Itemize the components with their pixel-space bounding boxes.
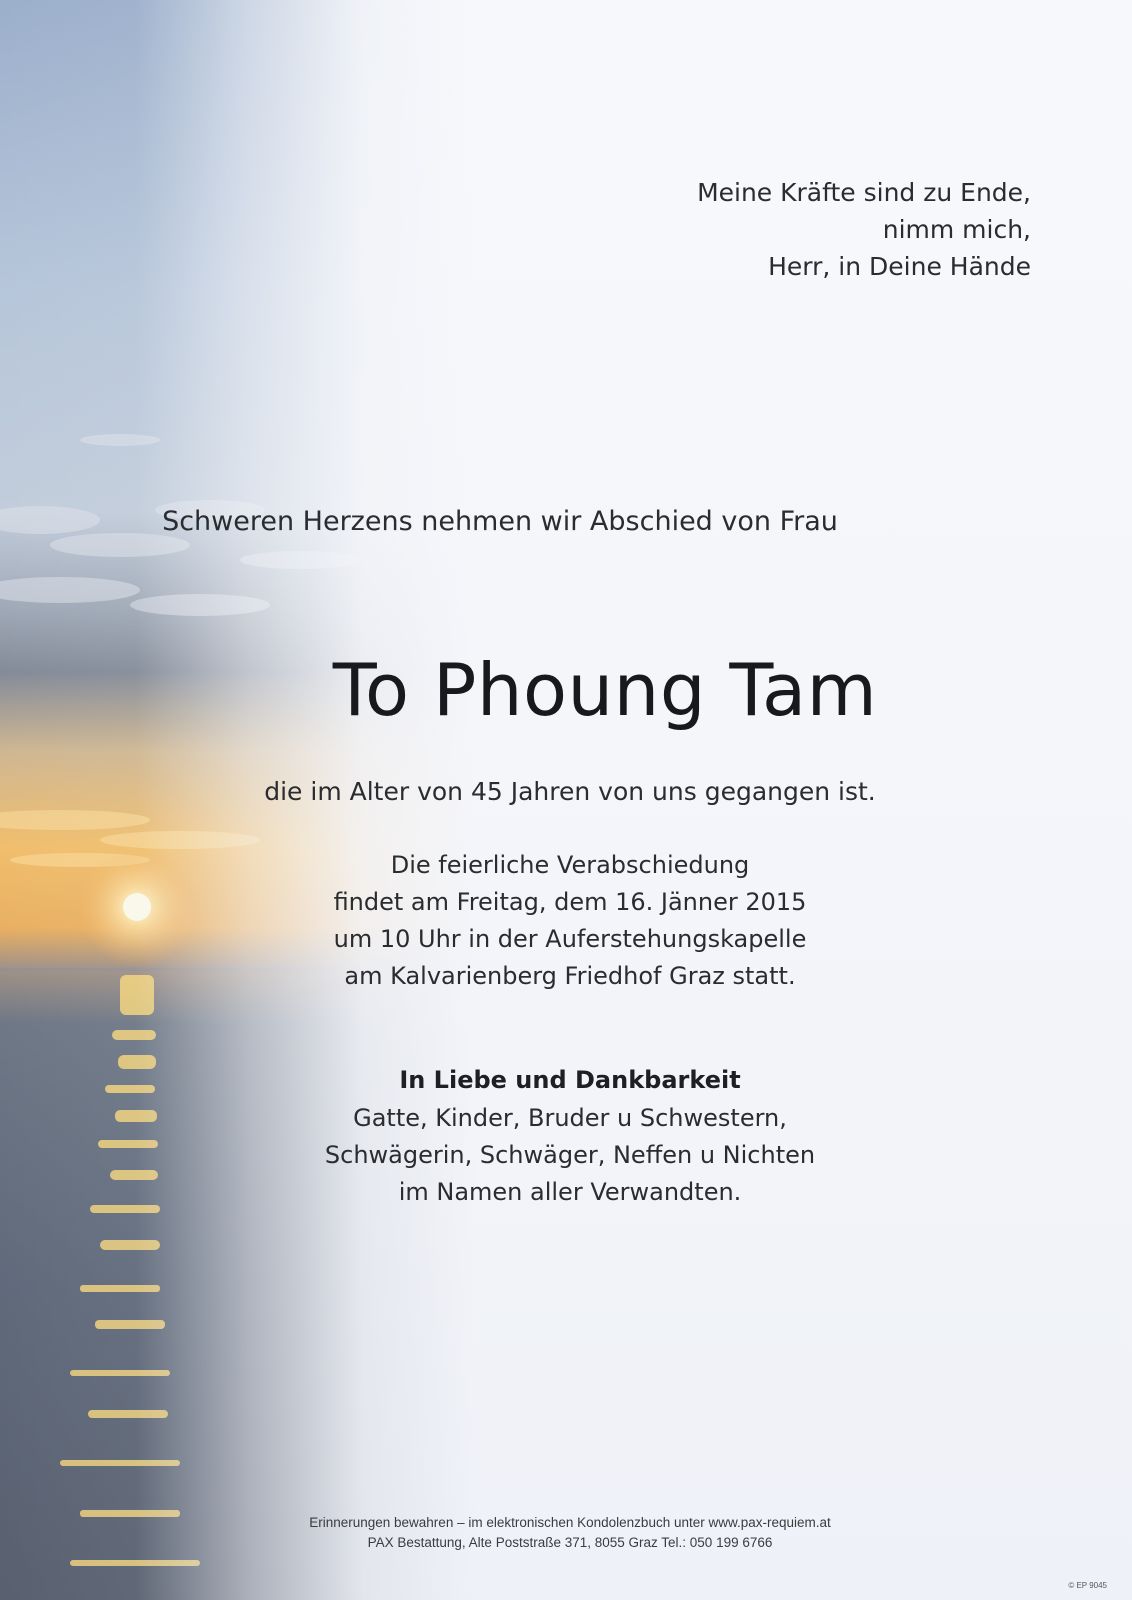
quote-line: Meine Kräfte sind zu Ende, (697, 178, 1031, 207)
ceremony-line: um 10 Uhr in der Auferstehungskapelle (333, 925, 807, 953)
farewell-intro: Schweren Herzens nehmen wir Abschied von Frau (162, 506, 838, 537)
family-line: im Namen aller Verwandten. (398, 1178, 742, 1206)
quote-line: nimm mich, (882, 215, 1031, 244)
bible-quote (697, 174, 1031, 285)
family-list (200, 1100, 940, 1211)
ceremony-line: Die feierliche Verabschiedung (390, 851, 750, 879)
family-line: Schwägerin, Schwäger, Neffen u Nichten (324, 1141, 816, 1169)
footer (200, 1513, 940, 1553)
template-code: © EP 9045 (1068, 1581, 1107, 1590)
footer-condolence-line: Erinnerungen bewahren – im elektronischen Kondolenzbuch unter www.pax-requiem.at (309, 1515, 831, 1530)
family-heading: In Liebe und Dankbarkeit (399, 1066, 741, 1094)
ceremony-line: findet am Freitag, dem 16. Jänner 2015 (333, 888, 807, 916)
family-line: Gatte, Kinder, Bruder u Schwestern, (353, 1104, 787, 1132)
age-line: die im Alter von 45 Jahren von uns gegangen ist. (264, 777, 876, 806)
quote-line: Herr, in Deine Hände (768, 252, 1031, 281)
footer-address-line: PAX Bestattung, Alte Poststraße 371, 8055 Graz Tel.: 050 199 6766 (367, 1535, 773, 1550)
deceased-name: To Phoung Tam (332, 648, 878, 732)
ceremony-line: am Kalvarienberg Friedhof Graz statt. (344, 962, 796, 990)
ceremony-details (200, 847, 940, 995)
